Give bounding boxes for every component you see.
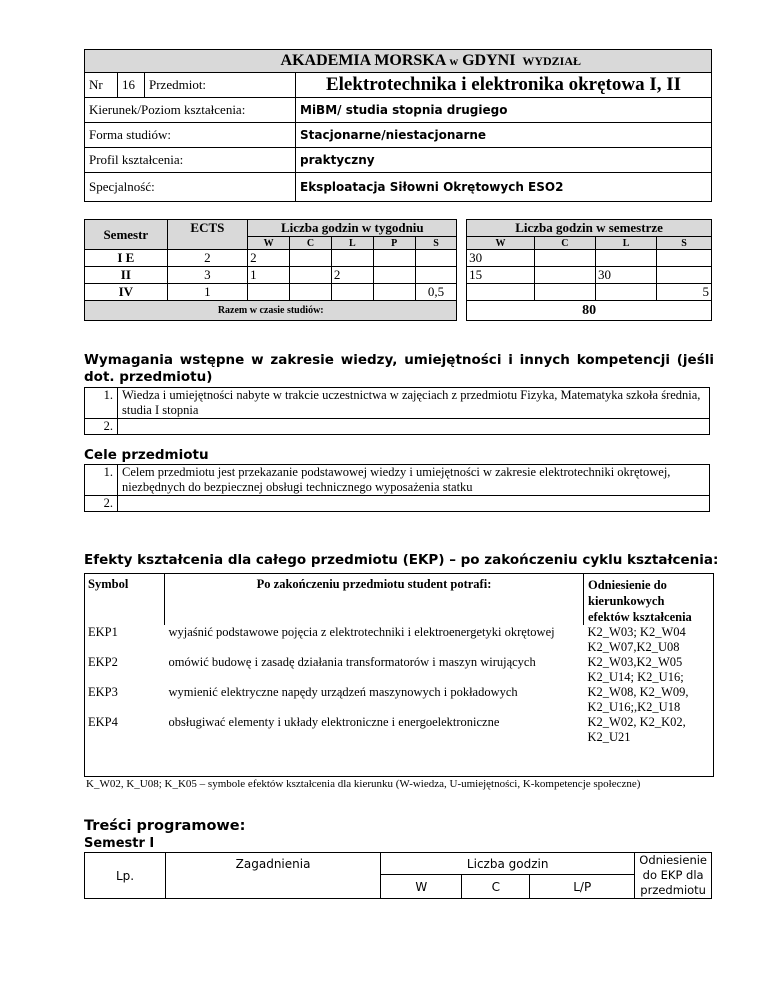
weekly-p-cell — [373, 267, 415, 284]
semester-cell: II — [85, 267, 168, 284]
col-p: P — [373, 237, 415, 250]
ects-cell: 1 — [167, 284, 248, 301]
ects-header: ECTS — [167, 220, 248, 250]
spacer — [457, 237, 467, 250]
content-title: Treści programowe: — [84, 818, 246, 834]
weekly-c-cell — [290, 250, 332, 267]
hours-header: Liczba godzin — [381, 853, 635, 875]
spacer — [457, 301, 467, 321]
col-desc-header: Po zakończeniu przedmiotu student potrafi: — [165, 574, 584, 625]
ekp-symbol: EKP2 — [88, 655, 118, 669]
weekly-w-cell — [248, 284, 290, 301]
content-semester: Semestr I — [84, 836, 155, 851]
semester-c-cell — [534, 250, 595, 267]
spacer — [457, 220, 467, 237]
weekly-l-cell: 2 — [331, 267, 373, 284]
ekp-desc: obsługiwać elementy i układy elektroniczne i energoelektroniczne — [168, 715, 500, 729]
weekly-p-cell — [373, 284, 415, 301]
col-ref-header: Odniesienie do kierunkowych efektów kształcenia — [584, 574, 713, 625]
semester-hours-header: Liczba godzin w semestrze — [467, 220, 712, 237]
semester-w-cell — [467, 284, 535, 301]
weekly-l-cell — [331, 284, 373, 301]
semester-l-cell — [595, 250, 656, 267]
semester-c-cell — [534, 284, 595, 301]
semester-s-cell: 5 — [657, 284, 712, 301]
semester-hours-table — [84, 219, 712, 321]
weekly-p-cell — [373, 250, 415, 267]
nr-label: Nr — [85, 73, 118, 98]
academy-name: AKADEMIA MORSKA w GDYNI — [280, 52, 516, 69]
item-number: 1. — [85, 388, 118, 419]
faculty-label: WYDZIAŁ — [522, 54, 581, 68]
weekly-w-cell: 2 — [248, 250, 290, 267]
nr-value: 16 — [118, 73, 145, 98]
semester-cell: I E — [85, 250, 168, 267]
semester-l-cell — [595, 284, 656, 301]
item-text: Celem przedmiotu jest przekazanie podstawowej wiedzy i umiejętności w zakresie elektrotechniki okrętowej, niezbędnych do bezpiecznej obsługi technicznego wyposażenia statku — [118, 465, 710, 496]
ekp-ref: K2_W02, K2_K02, K2_U21 — [587, 715, 686, 744]
row-label: Profil kształcenia: — [85, 148, 296, 173]
row-value: praktyczny — [296, 148, 712, 173]
row-value: Eksploatacja Siłowni Okrętowych ESO2 — [296, 173, 712, 202]
item-number: 1. — [85, 465, 118, 496]
goals-table — [84, 464, 710, 512]
ekp-symbol: EKP1 — [88, 625, 118, 639]
col-c: C — [290, 237, 332, 250]
ekp-symbol: EKP3 — [88, 685, 118, 699]
ects-cell: 3 — [167, 267, 248, 284]
ekp-title: Efekty kształcenia dla całego przedmiotu (EKP) – po zakończeniu cyklu kształcenia: — [84, 552, 719, 568]
hours-w: W — [381, 875, 462, 899]
hours-c: C — [462, 875, 530, 899]
item-text — [118, 496, 710, 512]
ects-cell: 2 — [167, 250, 248, 267]
content-table — [84, 852, 712, 899]
weekly-l-cell — [331, 250, 373, 267]
ekp-desc: wymienić elektryczne napędy urządzeń maszynowych i pokładowych — [168, 685, 518, 699]
col-sw: W — [467, 237, 535, 250]
semester-s-cell — [657, 267, 712, 284]
item-number: 2. — [85, 496, 118, 512]
ekp-symbol: EKP4 — [88, 715, 118, 729]
row-value: Stacjonarne/niestacjonarne — [296, 123, 712, 148]
col-w: W — [248, 237, 290, 250]
ekp-ref: K2_W08, K2_W09, K2_U16;,K2_U18 — [587, 685, 689, 714]
hours-lp: L/P — [530, 875, 635, 899]
weekly-s-cell: 0,5 — [415, 284, 457, 301]
semestr-header: Semestr — [85, 220, 168, 250]
spacer — [457, 284, 467, 301]
item-text: Wiedza i umiejętności nabyte w trakcie uczestnictwa w zajęciach z przedmiotu Fizyka, Matematyka szkoła średnia, studia I stopnia — [118, 388, 710, 419]
row-label: Specjalność: — [85, 173, 296, 202]
spacer — [457, 267, 467, 284]
item-text — [118, 419, 710, 435]
col-symbol-header: Symbol — [88, 577, 129, 591]
total-label: Razem w czasie studiów: — [85, 301, 457, 321]
requirements-table — [84, 387, 710, 435]
lp-header: Lp. — [85, 853, 166, 899]
ekp-desc: omówić budowę i zasadę działania transformatorów i maszyn wirujących — [168, 655, 536, 669]
col-l: L — [331, 237, 373, 250]
item-number: 2. — [85, 419, 118, 435]
ekp-table — [84, 574, 712, 745]
ekp-footnote: K_W02, K_U08; K_K05 – symbole efektów kształcenia dla kierunku (W-wiedza, U-umiejętności, K-kompetencje społeczne) — [86, 778, 641, 790]
requirements-title: Wymagania wstępne w zakresie wiedzy, umiejętności i innych kompetencji (jeśli dot. przedmiotu) — [84, 352, 714, 385]
weekly-c-cell — [290, 267, 332, 284]
subject-label: Przedmiot: — [145, 73, 296, 98]
ekp-desc: wyjaśnić podstawowe pojęcia z elektrotechniki i elektroenergetyki okrętowej — [168, 625, 555, 639]
header-table — [84, 49, 712, 202]
weekly-s-cell — [415, 267, 457, 284]
row-label: Forma studiów: — [85, 123, 296, 148]
col-s: S — [415, 237, 457, 250]
goals-title: Cele przedmiotu — [84, 447, 209, 463]
weekly-c-cell — [290, 284, 332, 301]
weekly-w-cell: 1 — [248, 267, 290, 284]
semester-w-cell: 15 — [467, 267, 535, 284]
semester-s-cell — [657, 250, 712, 267]
semester-cell: IV — [85, 284, 168, 301]
col-ss: S — [657, 237, 712, 250]
ekp-ref-header: Odniesienie do EKP dla przedmiotu — [635, 853, 712, 899]
weekly-s-cell — [415, 250, 457, 267]
col-sc: C — [534, 237, 595, 250]
total-value: 80 — [467, 301, 712, 321]
topics-header: Zagadnienia — [166, 853, 381, 899]
semester-l-cell: 30 — [595, 267, 656, 284]
semester-c-cell — [534, 267, 595, 284]
row-value: MiBM/ studia stopnia drugiego — [296, 98, 712, 123]
row-label: Kierunek/Poziom kształcenia: — [85, 98, 296, 123]
ekp-ref: K2_W03,K2_W05 K2_U14; K2_U16; — [587, 655, 684, 684]
spacer — [457, 250, 467, 267]
subject-value: Elektrotechnika i elektronika okrętowa I, II — [296, 73, 712, 98]
ekp-ref: K2_W03; K2_W04 K2_W07,K2_U08 — [587, 625, 686, 654]
header-academy-row — [85, 50, 712, 73]
semester-w-cell: 30 — [467, 250, 535, 267]
weekly-hours-header: Liczba godzin w tygodniu — [248, 220, 457, 237]
col-sl: L — [595, 237, 656, 250]
